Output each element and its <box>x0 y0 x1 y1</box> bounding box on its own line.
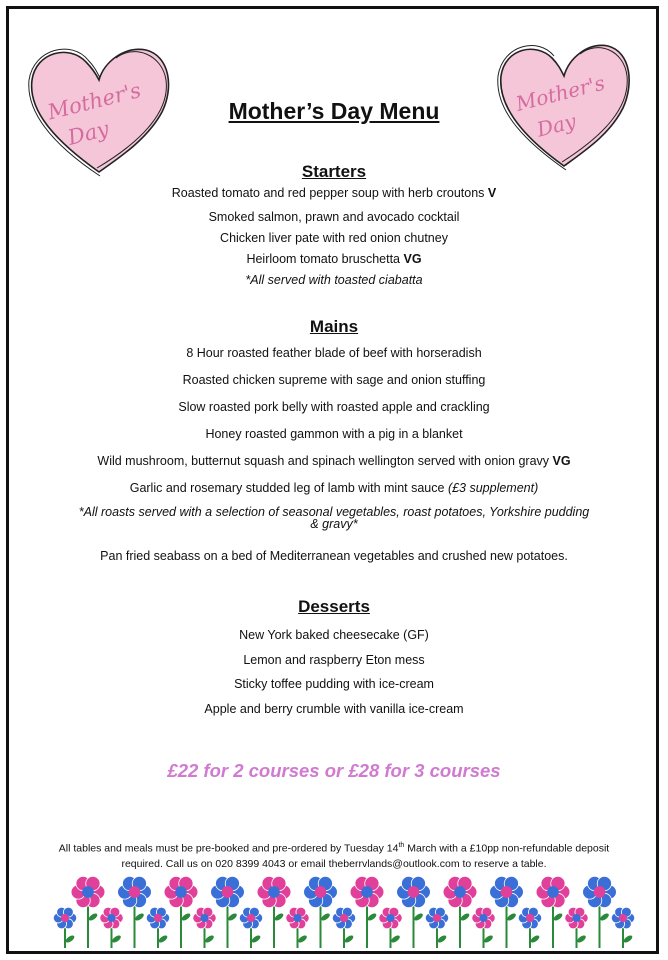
main-item: Garlic and rosemary studded leg of lamb with mint sauce (£3 supplement) <box>129 481 539 495</box>
starters-heading: Starters <box>301 162 367 181</box>
mains-heading: Mains <box>309 317 359 336</box>
flower-large <box>583 876 617 948</box>
main-item: Honey roasted gammon with a pig in a blanket <box>205 427 463 441</box>
footer-line2: required. Call us on 020 8399 4043 or email theberrvlands@outlook.com to reserve a table. <box>121 857 547 870</box>
dessert-item: Apple and berry crumble with vanilla ice-cream <box>204 702 464 716</box>
flower-small <box>286 907 309 948</box>
starter-item: Chicken liver pate with red onion chutney <box>220 231 448 245</box>
flower-large <box>71 876 105 948</box>
flower-large <box>397 876 431 948</box>
main-item: Slow roasted pork belly with roasted apple and crackling <box>178 400 490 414</box>
flower-small <box>193 907 216 948</box>
price-line: £22 for 2 courses or £28 for 3 courses <box>167 760 501 781</box>
heart-text-line2: Day <box>65 116 112 150</box>
flower-large <box>536 876 570 948</box>
desserts-heading: Desserts <box>298 597 370 616</box>
main-item: 8 Hour roasted feather blade of beef with horseradish <box>186 346 482 360</box>
flower-large <box>490 876 524 948</box>
mains-note-line1: *All roasts served with a selection of seasonal vegetables, roast potatoes, Yorkshire pudding <box>78 505 590 519</box>
flower-border <box>50 872 636 950</box>
flower-small <box>53 907 76 948</box>
flower-large <box>257 876 291 948</box>
flower-small <box>146 907 169 948</box>
flower-large <box>304 876 338 948</box>
flower-small <box>611 907 634 948</box>
flower-small <box>472 907 495 948</box>
dessert-item: Lemon and raspberry Eton mess <box>243 653 425 667</box>
flower-small <box>239 907 262 948</box>
flower-small <box>425 907 448 948</box>
heart-text-line1: Mother's <box>45 78 144 125</box>
flower-large <box>164 876 198 948</box>
flower-small <box>332 907 355 948</box>
starters-note: *All served with toasted ciabatta <box>245 273 423 287</box>
flower-small <box>518 907 541 948</box>
menu-title: Mother’s Day Menu <box>228 98 440 124</box>
flower-large <box>443 876 477 948</box>
flower-large <box>118 876 152 948</box>
footer-line1: All tables and meals must be pre-booked and pre-ordered by Tuesday 14th March with a £10pp non-refundable deposit <box>58 842 610 855</box>
heart-text-line2: Day <box>534 108 579 142</box>
main-extra-item: Pan fried seabass on a bed of Mediterranean vegetables and crushed new potatoes. <box>100 549 568 563</box>
flower-large <box>350 876 384 948</box>
flower-large <box>211 876 245 948</box>
dessert-item: Sticky toffee pudding with ice-cream <box>234 677 434 691</box>
dessert-item: New York baked cheesecake (GF) <box>239 628 429 642</box>
starter-item: Roasted tomato and red pepper soup with herb croutons V <box>171 186 497 200</box>
starter-item: Smoked salmon, prawn and avocado cocktail <box>208 210 460 224</box>
main-item: Roasted chicken supreme with sage and onion stuffing <box>182 373 486 387</box>
main-item: Wild mushroom, butternut squash and spinach wellington served with onion gravy VG <box>97 454 571 468</box>
mains-note-line2: & gravy* <box>310 517 358 531</box>
flower-small <box>100 907 123 948</box>
heart-text-line1: Mother's <box>513 70 608 116</box>
starter-item: Heirloom tomato bruschetta VG <box>246 252 422 266</box>
booking-footer <box>40 838 628 872</box>
flower-small <box>565 907 588 948</box>
flower-small <box>379 907 402 948</box>
